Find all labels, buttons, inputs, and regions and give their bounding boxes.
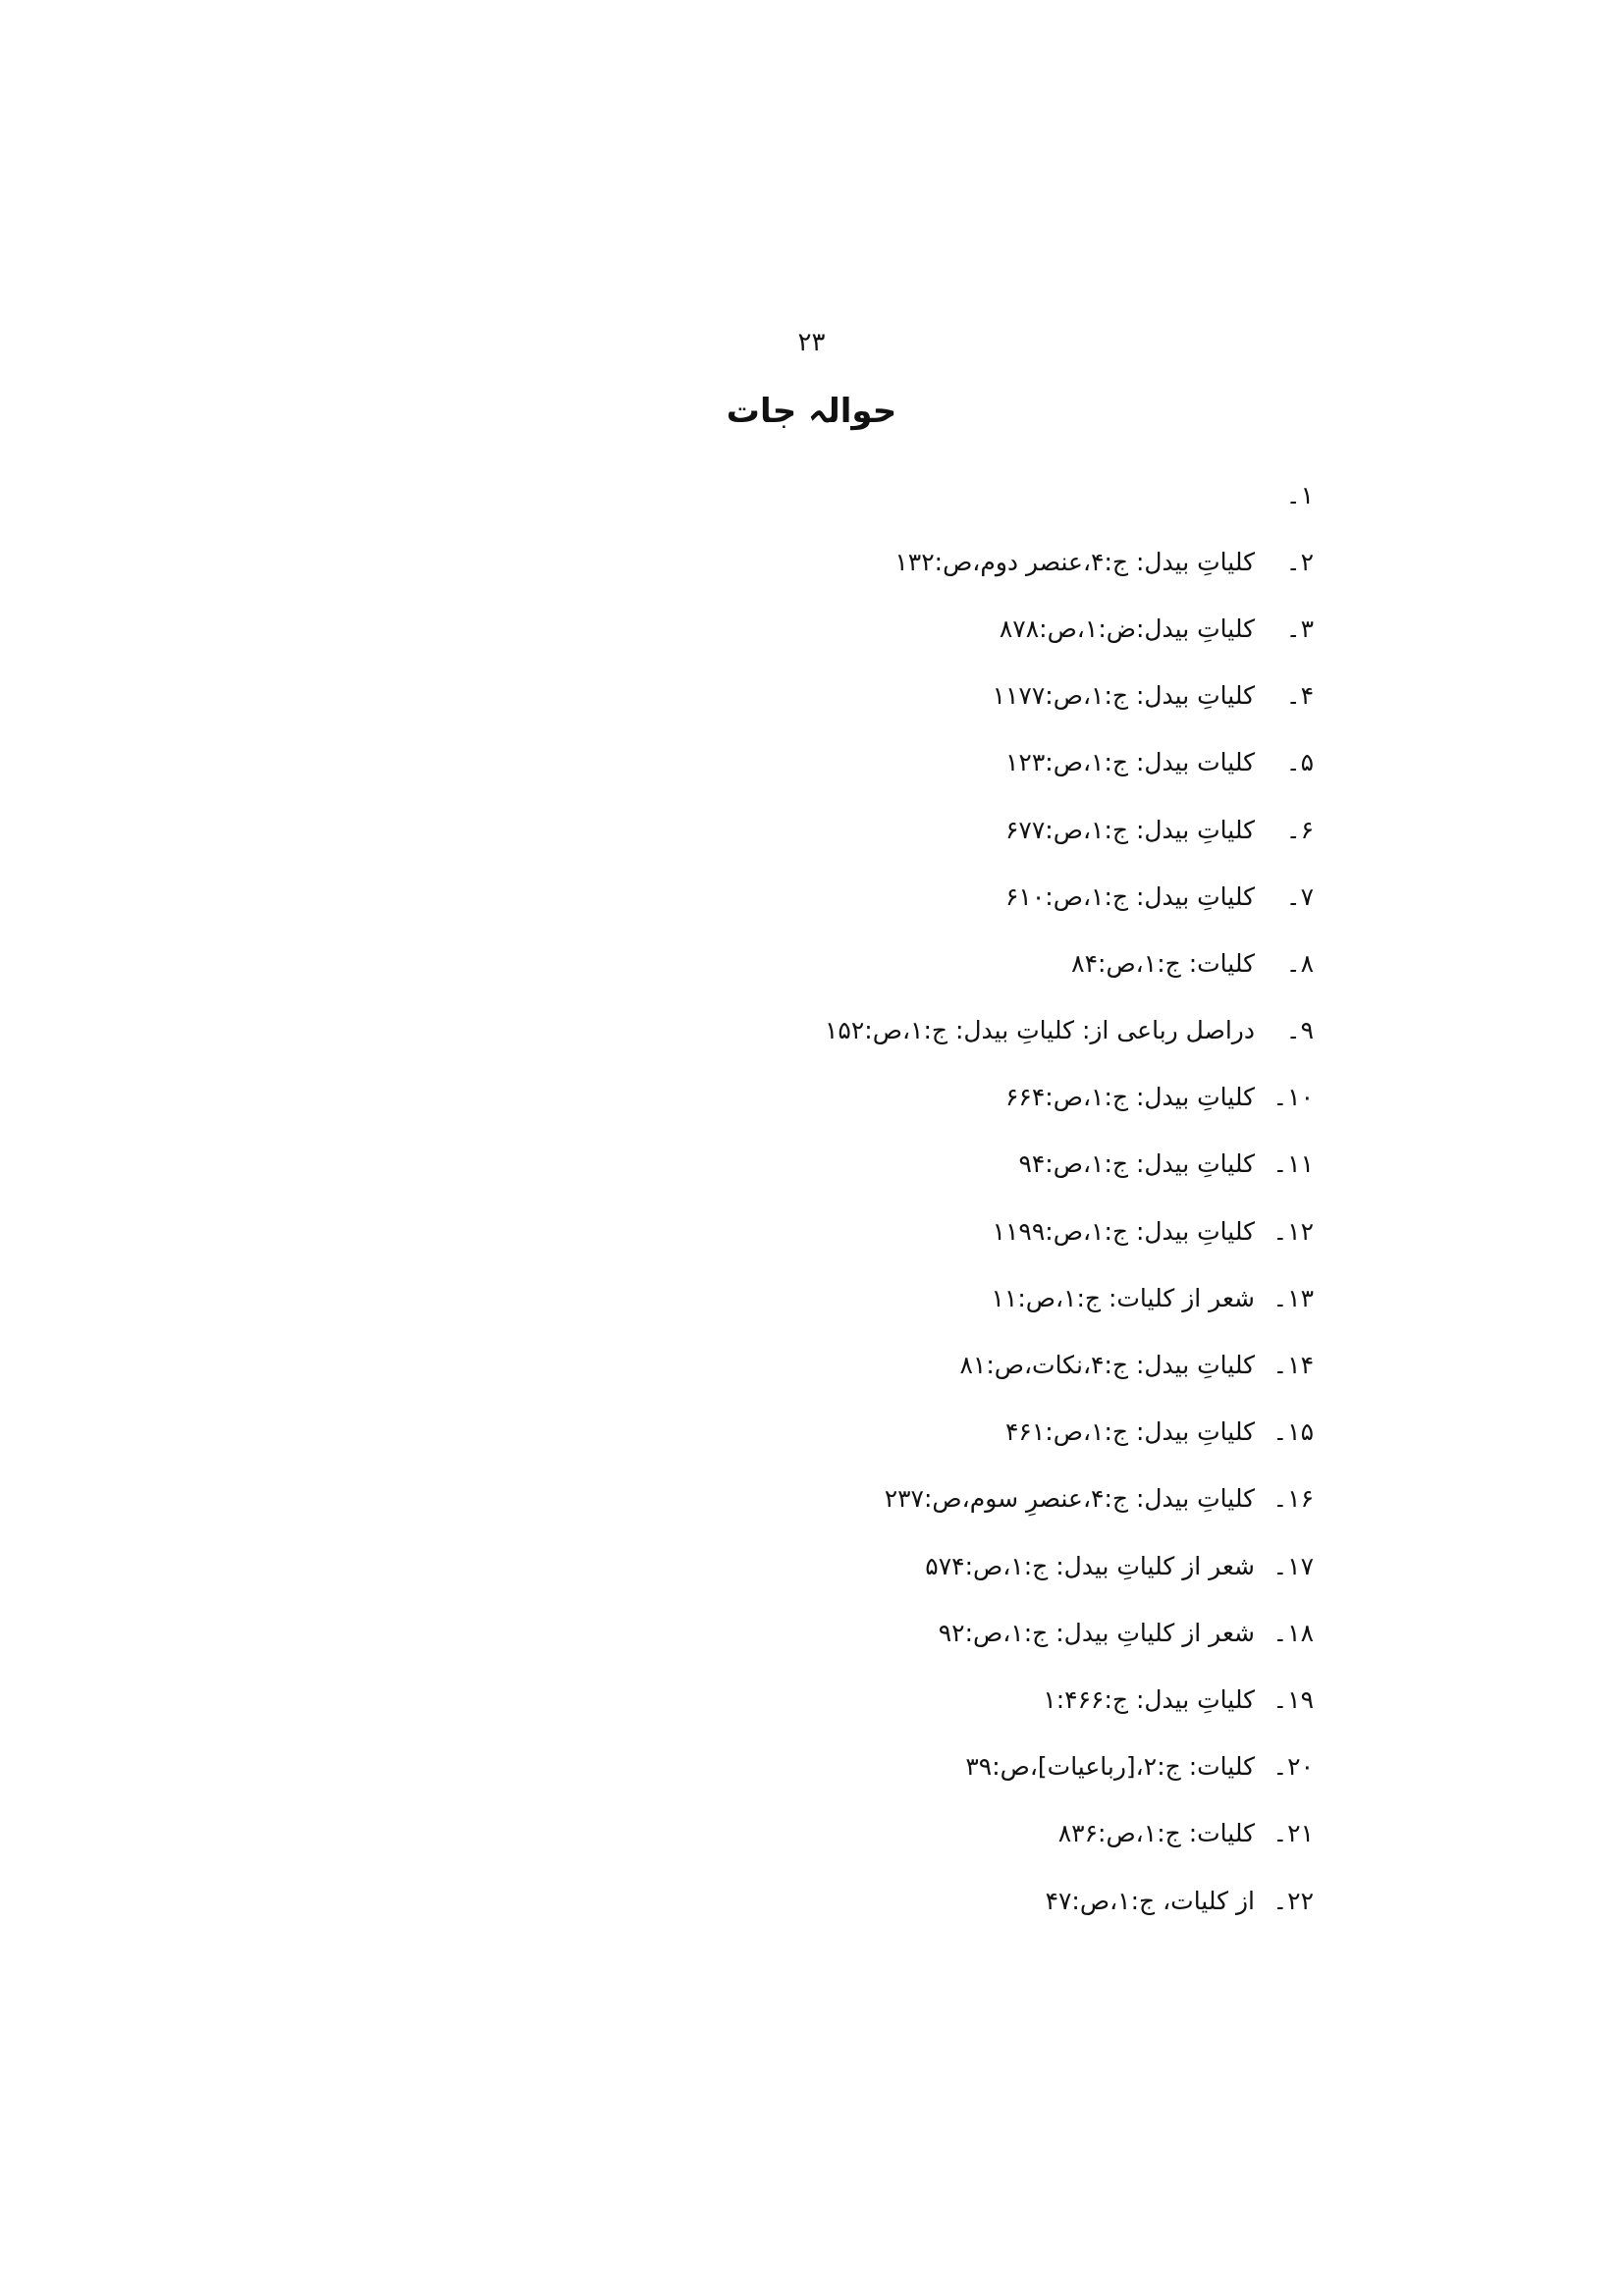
reference-number: ۲۰۔ — [1272, 1752, 1314, 1782]
reference-text: کلیاتِ بیدل: ج:۴،عنصر دوم،ص:۱۳۲ — [894, 547, 1255, 576]
reference-text: کلیاتِ بیدل: ج:۱،ص:۶۷۷ — [1005, 815, 1255, 844]
reference-text: کلیاتِ بیدل: ج:۱،ص:۱۱۹۹ — [992, 1216, 1255, 1246]
reference-list — [234, 461, 1314, 1934]
reference-number: ۴۔ — [1285, 681, 1314, 711]
reference-item — [234, 1599, 1314, 1666]
reference-number: ۸۔ — [1285, 948, 1314, 978]
reference-number: ۹۔ — [1285, 1016, 1314, 1045]
reference-text: کلیات: ج:۱،ص:۸۴ — [1071, 948, 1255, 978]
reference-text: کلیاتِ بیدل: ج:۱،ص:۴۶۱ — [1005, 1417, 1255, 1447]
reference-number: ۱۸۔ — [1272, 1618, 1314, 1647]
reference-text: از کلیات، ج:۱،ص:۴۷ — [1045, 1886, 1255, 1915]
reference-item — [234, 528, 1314, 595]
reference-text: دراصل رباعی از: کلیاتِ بیدل: ج:۱،ص:۱۵۲ — [825, 1016, 1255, 1045]
reference-text: کلیاتِ بیدل: ج:۱،ص:۱۱۷۷ — [992, 681, 1255, 711]
reference-item — [234, 930, 1314, 996]
reference-item — [234, 1466, 1314, 1532]
reference-item — [234, 1867, 1314, 1934]
reference-number: ۲۱۔ — [1272, 1819, 1314, 1848]
reference-number: ۶۔ — [1285, 815, 1314, 844]
reference-text: کلیاتِ بیدل: ج:۴،عنصرِ سوم،ص:۲۳۷ — [884, 1484, 1255, 1514]
reference-text: کلیاتِ بیدل: ج:۱،ص:۶۶۴ — [1005, 1083, 1255, 1112]
reference-text: کلیات: ج:۱،ص:۸۳۶ — [1057, 1819, 1255, 1848]
reference-text: شعر از کلیاتِ بیدل: ج:۱،ص:۹۲ — [938, 1618, 1255, 1647]
reference-item — [234, 1131, 1314, 1198]
reference-item — [234, 997, 1314, 1064]
reference-item — [234, 461, 1314, 528]
reference-number: ۱۶۔ — [1272, 1484, 1314, 1514]
reference-number: ۱۵۔ — [1272, 1417, 1314, 1447]
reference-text: کلیاتِ بیدل: ج:۱:۴۶۶ — [1043, 1684, 1255, 1714]
reference-item — [234, 595, 1314, 662]
reference-item — [234, 1331, 1314, 1398]
reference-number: ۱۷۔ — [1272, 1551, 1314, 1580]
reference-number: ۲۔ — [1285, 547, 1314, 576]
reference-number: ۱۳۔ — [1272, 1283, 1314, 1312]
reference-text: کلیات: ج:۲،[رباعیات]،ص:۳۹ — [965, 1752, 1255, 1782]
reference-item — [234, 1532, 1314, 1599]
reference-text: کلیاتِ بیدل: ج:۱،ص:۹۴ — [1018, 1149, 1255, 1179]
reference-text: شعر از کلیات: ج:۱،ص:۱۱ — [991, 1283, 1255, 1312]
reference-number: ۱۰۔ — [1272, 1083, 1314, 1112]
reference-number: ۵۔ — [1285, 748, 1314, 777]
reference-number: ۳۔ — [1285, 614, 1314, 643]
reference-text: کلیات بیدل: ج:۱،ص:۱۲۳ — [1005, 748, 1255, 777]
reference-number: ۱۲۔ — [1272, 1216, 1314, 1246]
reference-number: ۲۲۔ — [1272, 1886, 1314, 1915]
reference-item — [234, 1800, 1314, 1867]
reference-item — [234, 863, 1314, 930]
reference-text: شعر از کلیاتِ بیدل: ج:۱،ص:۵۷۴ — [925, 1551, 1255, 1580]
reference-item — [234, 729, 1314, 796]
reference-item — [234, 1734, 1314, 1800]
page-title: حوالہ جات — [726, 392, 897, 431]
reference-text: کلیاتِ بیدل:ض:۱،ص:۸۷۸ — [999, 614, 1255, 643]
reference-number: ۱۴۔ — [1272, 1351, 1314, 1380]
reference-item — [234, 663, 1314, 729]
reference-number: ۱۱۔ — [1272, 1149, 1314, 1179]
reference-item — [234, 1198, 1314, 1264]
reference-item — [234, 1064, 1314, 1131]
reference-number: ۱۹۔ — [1272, 1684, 1314, 1714]
reference-item — [234, 796, 1314, 863]
reference-number: ۱۔ — [1285, 480, 1314, 509]
reference-text: کلیاتِ بیدل: ج:۴،نکات،ص:۸۱ — [959, 1351, 1255, 1380]
reference-text: کلیاتِ بیدل: ج:۱،ص:۶۱۰ — [1005, 881, 1255, 911]
reference-item — [234, 1666, 1314, 1733]
reference-number: ۷۔ — [1285, 881, 1314, 911]
reference-item — [234, 1264, 1314, 1331]
page-number: ۲۳ — [797, 328, 826, 357]
reference-item — [234, 1399, 1314, 1466]
